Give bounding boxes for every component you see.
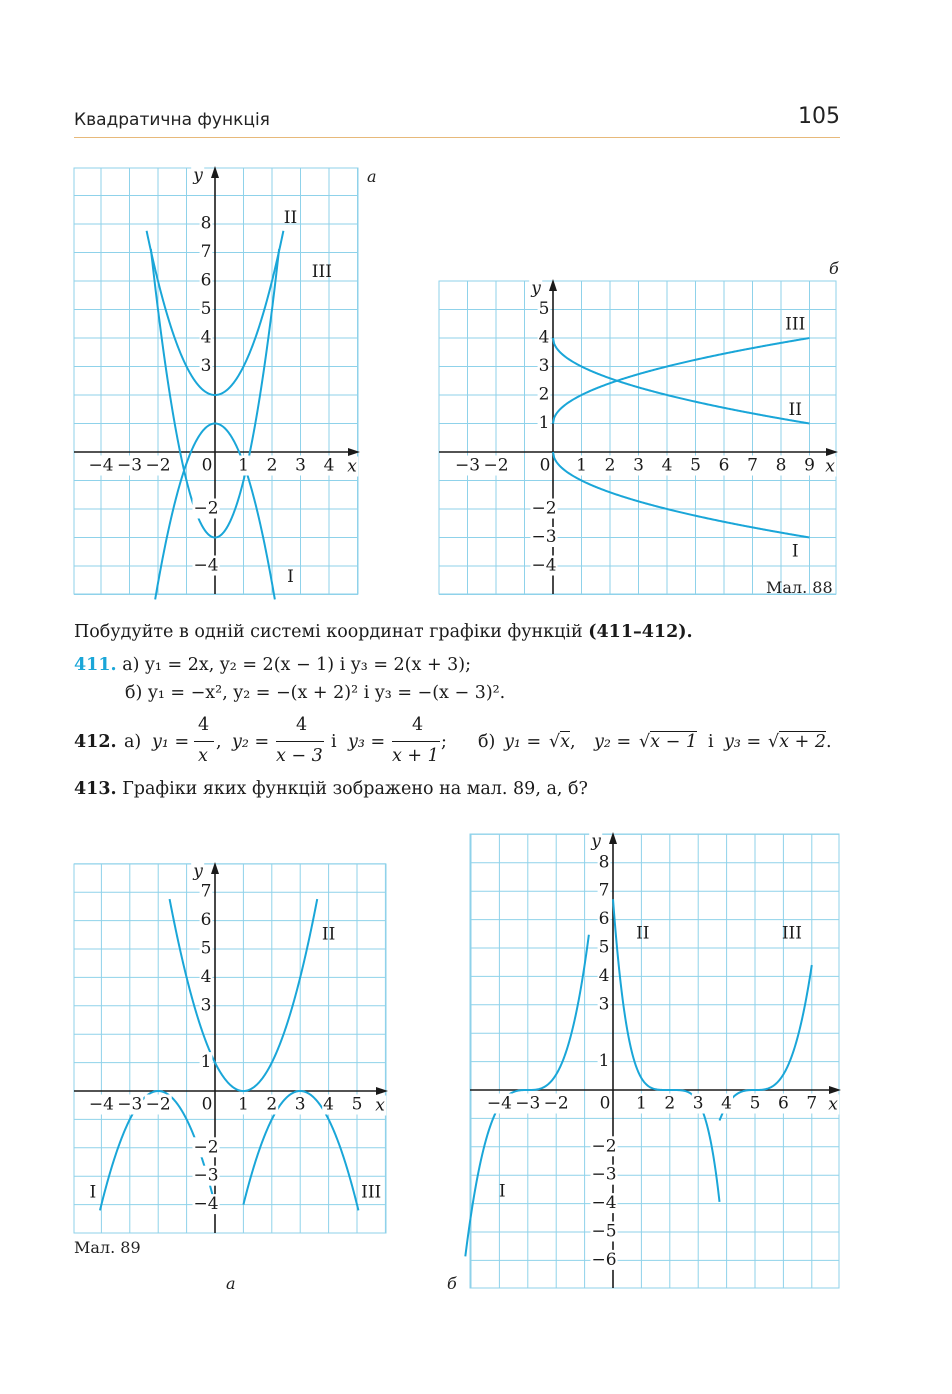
x-tick-label: 3 <box>633 455 644 476</box>
x-tick-label: 8 <box>775 455 787 476</box>
curve-label: III <box>781 923 802 944</box>
x-tick-label: 3 <box>295 455 306 476</box>
curve-cubic-right <box>720 965 812 1120</box>
grid <box>470 831 839 1288</box>
curve-label: III <box>785 314 806 335</box>
y-tick-label: −2 <box>531 498 557 519</box>
y-axis-label: y <box>591 831 601 852</box>
task-intro-text: Побудуйте в одній системі координат графіки функцій <box>74 622 589 642</box>
task-412-y3: y₃ = <box>348 732 386 752</box>
task-412-f2-num: 4 <box>296 715 308 735</box>
y-axis-label: y <box>193 165 203 186</box>
task-413-number: 413. <box>74 779 117 799</box>
y-tick-label: 3 <box>538 356 550 376</box>
curve-inverse-branch-left <box>613 899 720 1202</box>
task-412-b-sqrt3: √x + 2. <box>768 732 832 752</box>
task-411-b-formula: y₁ = −x², y₂ = −(x + 2)² і y₃ = −(x − 3)². <box>147 683 506 703</box>
task-412-b-label: б) <box>478 732 496 752</box>
x-tick-label: 7 <box>806 1093 818 1114</box>
y-tick-label: 7 <box>200 881 212 902</box>
x-tick-label: −4 <box>88 455 114 476</box>
y-tick-label: 1 <box>538 413 550 433</box>
x-tick-label: 5 <box>690 455 701 476</box>
x-tick-label: 5 <box>351 1094 363 1115</box>
y-tick-label: 4 <box>598 965 610 986</box>
y-tick-label: 3 <box>200 995 212 1016</box>
x-axis-label: x <box>347 456 357 477</box>
x-tick-label: 6 <box>718 455 730 476</box>
y-tick-label: 4 <box>200 327 212 348</box>
x-tick-label: −3 <box>515 1093 541 1114</box>
x-axis-label: x <box>828 1094 838 1115</box>
y-tick-label: −3 <box>531 527 557 547</box>
y-tick-label: 5 <box>200 299 212 319</box>
figure-88-caption: Мал. 88 <box>766 578 833 597</box>
figure-88b-label: б <box>829 259 839 278</box>
task-412-f2-den: x − 3 <box>276 746 323 766</box>
y-tick-label: 3 <box>200 356 212 376</box>
y-tick-label: −5 <box>591 1221 617 1242</box>
task-412-a-label: а) <box>124 732 142 752</box>
x-axis-label: x <box>825 456 835 477</box>
task-412-f1-num: 4 <box>198 715 210 735</box>
task-412-f3-den: x + 1 <box>392 746 439 766</box>
task-412-conj1: і <box>331 732 337 752</box>
x-tick-label: −3 <box>454 455 481 476</box>
y-tick-label: 4 <box>538 327 550 348</box>
task-412-number: 412. <box>74 732 117 752</box>
page-number: 105 <box>798 104 840 129</box>
x-tick-label: −2 <box>543 1093 569 1114</box>
task-412-b-radicand3: x + 2 <box>779 732 826 752</box>
y-tick-label: 5 <box>200 938 212 959</box>
curve-label: III <box>361 1182 382 1203</box>
x-axis-label: x <box>375 1095 385 1116</box>
x-tick-label: −2 <box>483 455 509 476</box>
figure-89a-label: а <box>226 1274 236 1293</box>
task-411-number: 411. <box>74 655 117 675</box>
task-411-b-label: б) <box>125 683 143 703</box>
y-tick-label: 8 <box>200 213 212 234</box>
y-tick-label: 7 <box>598 880 610 901</box>
x-tick-label: −2 <box>145 1094 171 1115</box>
y-tick-label: 4 <box>200 966 212 987</box>
x-tick-label: 1 <box>237 1094 249 1115</box>
y-tick-label: 2 <box>538 384 550 405</box>
task-411-a-label: а) <box>122 655 140 675</box>
running-header: Квадратична функція <box>74 110 270 130</box>
task-412-f1-den: x <box>198 746 208 766</box>
task-412-semicolon: ; <box>441 732 447 752</box>
figure-89b-label: б <box>447 1274 457 1293</box>
task-412-y2: y₂ = <box>232 732 270 752</box>
task-412-b-radicand1: x <box>560 732 571 752</box>
task-412-b-y3: y₃ = <box>724 732 762 752</box>
y-tick-label: 3 <box>598 994 610 1015</box>
curve-label: III <box>311 261 332 282</box>
task-411-a-formula: y₁ = 2x, y₂ = 2(x − 1) і y₃ = 2(x + 3); <box>145 655 472 675</box>
x-tick-label: 9 <box>804 455 815 476</box>
figure-88a-label: а <box>367 167 377 186</box>
x-tick-label: 0 <box>201 455 213 476</box>
y-tick-label: −2 <box>193 498 219 519</box>
task-412-comma1: , <box>216 732 222 752</box>
y-axis-label: y <box>531 278 541 299</box>
x-tick-label: 3 <box>692 1093 704 1114</box>
x-tick-label: 4 <box>323 455 335 476</box>
task-intro-range: (411–412). <box>588 622 693 642</box>
x-tick-label: −4 <box>88 1094 114 1115</box>
y-tick-label: −6 <box>591 1249 617 1270</box>
curve-label: I <box>89 1182 97 1203</box>
task-412-y1: y₁ = <box>152 732 190 752</box>
x-tick-label: 0 <box>201 1094 213 1115</box>
curve-label: I <box>498 1181 506 1202</box>
x-tick-label: 4 <box>721 1093 733 1114</box>
curve-label: II <box>321 924 336 945</box>
y-tick-label: 8 <box>598 852 610 873</box>
x-tick-label: 1 <box>238 455 249 476</box>
x-tick-label: 3 <box>294 1094 306 1115</box>
y-tick-label: 6 <box>200 910 212 931</box>
y-tick-label: 6 <box>200 270 212 291</box>
y-tick-label: 1 <box>598 1051 610 1072</box>
y-tick-label: 1 <box>200 1052 212 1073</box>
y-tick-label: −4 <box>193 1194 219 1215</box>
x-tick-label: −4 <box>486 1093 512 1114</box>
x-tick-label: 2 <box>664 1093 676 1114</box>
x-tick-label: −3 <box>116 455 143 476</box>
y-tick-label: 7 <box>200 242 212 262</box>
y-tick-label: −2 <box>193 1137 219 1158</box>
x-tick-label: 2 <box>266 1094 278 1115</box>
x-tick-label: −3 <box>117 1094 143 1115</box>
x-tick-label: 2 <box>604 455 616 476</box>
figure-89-caption: Мал. 89 <box>74 1238 141 1257</box>
task-412-b-sqrt1: √x, <box>549 732 576 752</box>
curve-label: II <box>636 923 650 944</box>
task-412-b-radicand2: x − 1 <box>650 732 697 752</box>
task-412-conj2: і <box>708 732 714 752</box>
y-tick-label: −2 <box>591 1136 617 1157</box>
task-412-b-y2: y₂ = <box>594 732 632 752</box>
curve-label: II <box>788 400 802 421</box>
task-412-b-sqrt2: √x − 1 <box>639 732 697 752</box>
x-tick-label: 4 <box>323 1094 335 1115</box>
y-tick-label: −4 <box>531 555 557 576</box>
task-412-f3-num: 4 <box>412 715 424 735</box>
y-tick-label: −4 <box>591 1193 617 1214</box>
task-412-b-y1: y₁ = <box>504 732 542 752</box>
y-tick-label: 5 <box>598 937 610 958</box>
x-tick-label: −2 <box>145 455 171 476</box>
x-tick-label: 2 <box>266 455 278 476</box>
y-tick-label: −3 <box>591 1164 617 1185</box>
x-tick-label: 6 <box>777 1093 789 1114</box>
y-tick-label: 6 <box>598 909 610 930</box>
y-tick-label: 5 <box>538 299 550 319</box>
curve-label: I <box>791 541 799 562</box>
x-tick-label: 0 <box>599 1093 611 1114</box>
task-413-text: Графіки яких функцій зображено на мал. 89, а, б? <box>122 779 588 799</box>
x-tick-label: 5 <box>749 1093 761 1114</box>
x-tick-label: 1 <box>576 455 587 476</box>
y-tick-label: −3 <box>193 1165 219 1186</box>
curve-label: I <box>287 566 294 587</box>
x-tick-label: 0 <box>539 455 551 476</box>
x-tick-label: 1 <box>635 1093 647 1114</box>
x-tick-label: 7 <box>747 455 758 476</box>
x-tick-label: 4 <box>661 455 673 476</box>
y-tick-label: −4 <box>193 555 219 576</box>
curve-label: II <box>283 207 298 228</box>
y-axis-label: y <box>193 861 203 882</box>
